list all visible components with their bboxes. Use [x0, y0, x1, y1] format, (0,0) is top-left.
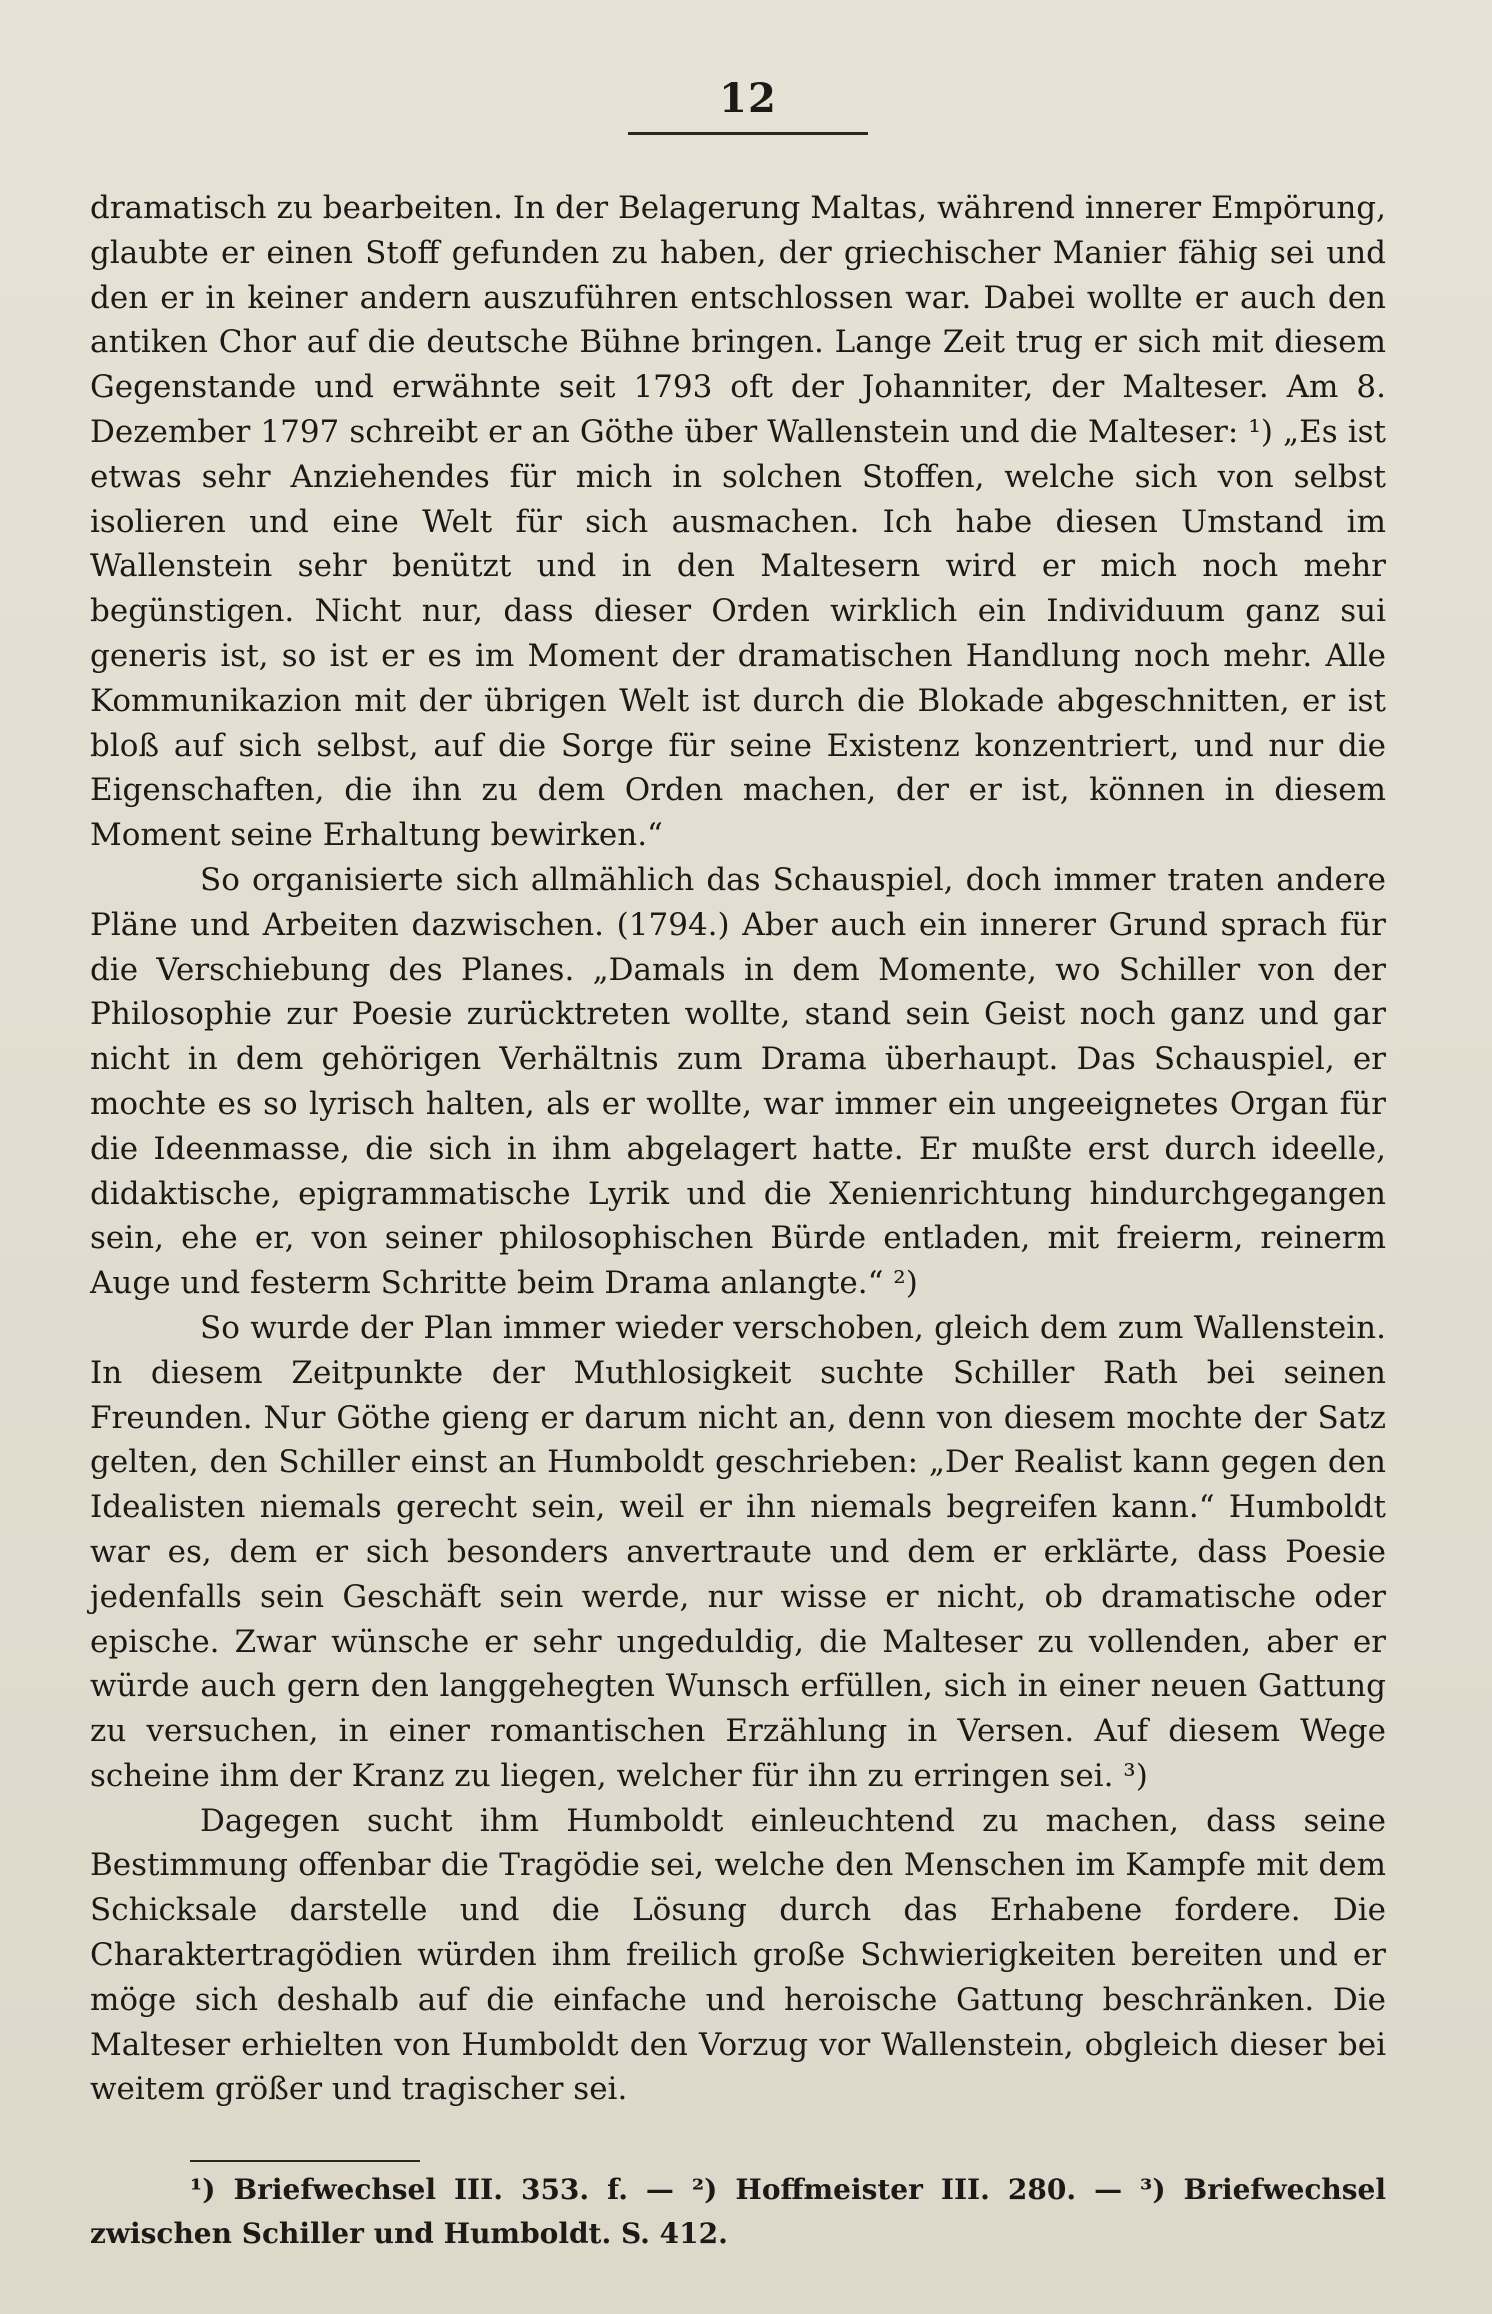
- paragraph-1: dramatisch zu bearbeiten. In der Belagerung Maltas, während innerer Empörung, glaubte er einen Stoff gefunden zu haben, der griechischer Manier fähig sei und den er in keiner andern auszuführen entschlossen war. Dabei wollte er auch den antiken Chor auf die deutsche Bühne bringen. Lange Zeit trug er sich mit diesem Gegenstande und erwähnte seit 1793 oft der Johanniter, der Malteser. Am 8. Dezember 1797 schreibt er an Göthe über Wallenstein und die Malteser: ¹) „Es ist etwas sehr Anziehendes für mich in solchen Stoffen, welche sich von selbst isolieren und eine Welt für sich ausmachen. Ich habe diesen Umstand im Wallenstein sehr benützt und in den Maltesern wird er mich noch mehr begünstigen. Nicht nur, dass dieser Orden wirklich ein Individuum ganz sui generis ist, so ist er es im Moment der dramatischen Handlung noch mehr. Alle Kommunikazion mit der übrigen Welt ist durch die Blokade abgeschnitten, er ist bloß auf sich selbst, auf die Sorge für seine Existenz konzentriert, und nur die Eigenschaften, die ihn zu dem Orden machen, der er ist, können in diesem Moment seine Erhaltung bewirken.“: [90, 190, 1386, 854]
- page-number: 12: [719, 75, 777, 122]
- footnote-text: ¹) Briefwechsel III. 353. f. — ²) Hoffmeister III. 280. — ³) Briefwechsel zwischen Schiller und Humboldt. S. 412.: [90, 2173, 1386, 2250]
- paragraph-2: So organisierte sich allmählich das Schauspiel, doch immer traten andere Pläne und Arbeiten dazwischen. (1794.) Aber auch ein innerer Grund sprach für die Verschiebung des Planes. „Damals in dem Momente, wo Schiller von der Philosophie zur Poesie zurücktreten wollte, stand sein Geist noch ganz und gar nicht in dem gehörigen Verhältnis zum Drama überhaupt. Das Schauspiel, er mochte es so lyrisch halten, als er wollte, war immer ein ungeeignetes Organ für die Ideenmasse, die sich in ihm abgelagert hatte. Er mußte erst durch ideelle, didaktische, epigrammatische Lyrik und die Xenienrichtung hindurchgegangen sein, ehe er, von seiner philosophischen Bürde entladen, mit freierm, reinerm Auge und festerm Schritte beim Drama anlangte.“ ²): [90, 861, 1386, 1302]
- footnotes: [90, 2168, 1386, 2256]
- page-number-container: [628, 72, 868, 126]
- paragraph-4: Dagegen sucht ihm Humboldt einleuchtend zu machen, dass seine Bestimmung offenbar die Tragödie sei, welche den Menschen im Kampfe mit dem Schicksale darstelle und die Lösung durch das Erhabene fordere. Die Charaktertragödien würden ihm freilich große Schwierigkeiten bereiten und er möge sich deshalb auf die einfache und heroische Gattung beschränken. Die Malteser erhielten von Humboldt den Vorzug vor Wallenstein, obgleich dieser bei weitem größer und tragischer sei.: [90, 1802, 1386, 2108]
- footnote-rule: [190, 2160, 420, 2162]
- main-text: [90, 186, 1386, 2112]
- paragraph-3: So wurde der Plan immer wieder verschoben, gleich dem zum Wallenstein. In diesem Zeitpunkte der Muthlosigkeit suchte Schiller Rath bei seinen Freunden. Nur Göthe gieng er darum nicht an, denn von diesem mochte der Satz gelten, den Schiller einst an Humboldt geschrieben: „Der Realist kann gegen den Idealisten niemals gerecht sein, weil er ihn niemals begreifen kann.“ Humboldt war es, dem er sich besonders anvertraute und dem er erklärte, dass Poesie jedenfalls sein Geschäft sein werde, nur wisse er nicht, ob dramatische oder epische. Zwar wünsche er sehr ungeduldig, die Malteser zu vollenden, aber er würde auch gern den langgehegten Wunsch erfüllen, sich in einer neuen Gattung zu versuchen, in einer romantischen Erzählung in Versen. Auf diesem Wege scheine ihm der Kranz zu liegen, welcher für ihn zu erringen sei. ³): [90, 1309, 1386, 1794]
- header-rule: [628, 132, 868, 135]
